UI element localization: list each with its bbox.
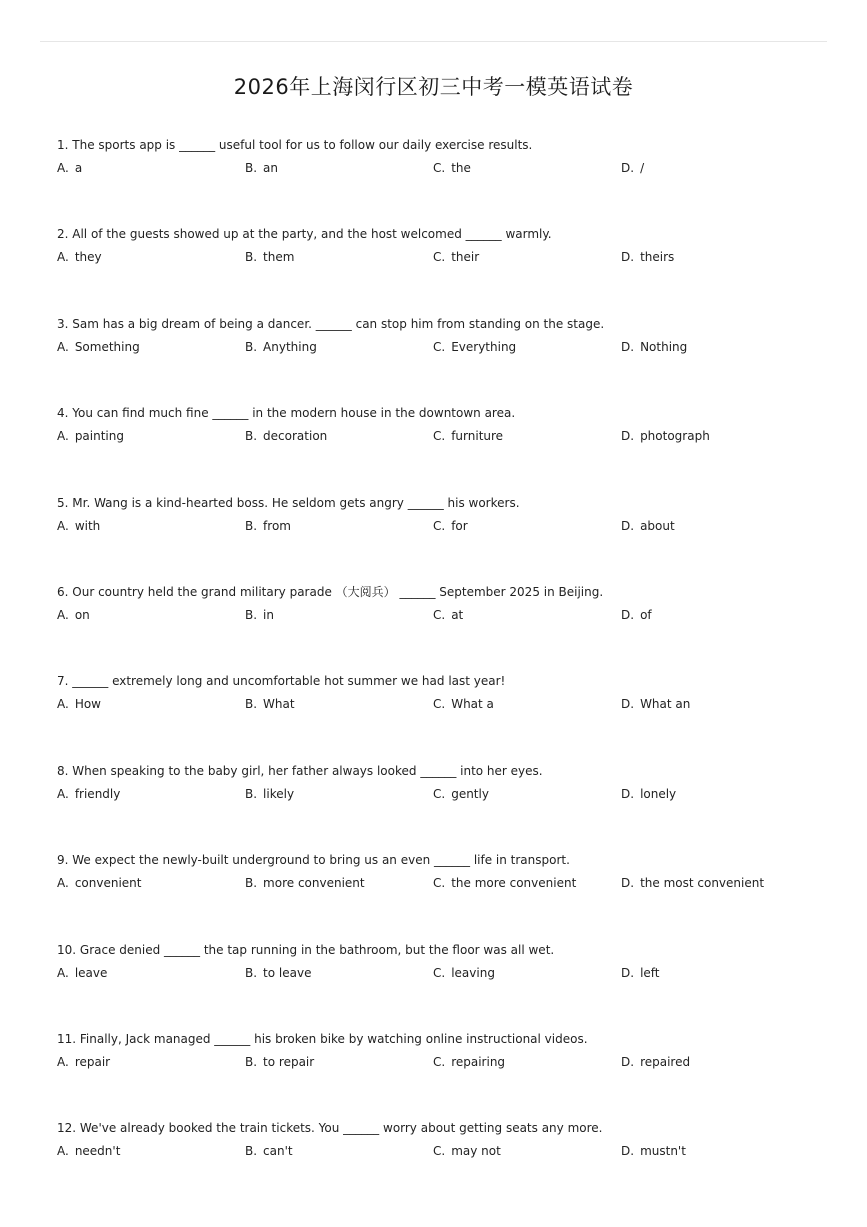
option-row	[57, 963, 837, 983]
option-text: Something	[74, 339, 140, 354]
option-letter: A.	[57, 339, 69, 354]
option-letter: A.	[57, 786, 69, 801]
option-letter: A.	[57, 1054, 69, 1069]
option-c[interactable]	[433, 784, 489, 804]
option-text: painting	[74, 429, 124, 444]
option-row	[57, 1141, 837, 1161]
option-letter: D.	[621, 429, 635, 444]
option-d[interactable]	[621, 784, 676, 804]
option-row	[57, 694, 837, 714]
option-letter: C.	[433, 876, 446, 891]
option-row	[57, 158, 837, 178]
option-letter: A.	[57, 1144, 69, 1159]
option-row	[57, 1052, 837, 1072]
option-b[interactable]	[245, 158, 278, 178]
option-letter: B.	[245, 339, 258, 354]
option-a[interactable]	[57, 694, 101, 714]
option-a[interactable]	[57, 247, 102, 267]
option-c[interactable]	[433, 963, 495, 983]
question-stem: 12. We've already booked the train tickets. You ______ worry about getting seats any more.	[57, 1121, 603, 1136]
option-letter: C.	[433, 518, 446, 533]
question-stem: 8. When speaking to the baby girl, her father always looked ______ into her eyes.	[57, 763, 543, 778]
question-item	[57, 493, 837, 582]
option-letter: C.	[433, 697, 446, 712]
option-text: friendly	[74, 786, 121, 801]
option-letter: D.	[621, 1054, 635, 1069]
option-letter: C.	[433, 607, 446, 622]
option-row	[57, 873, 837, 893]
option-a[interactable]	[57, 337, 140, 357]
question-item	[57, 224, 837, 313]
option-b[interactable]	[245, 337, 317, 357]
option-a[interactable]	[57, 1052, 110, 1072]
option-letter: C.	[433, 429, 446, 444]
option-text: repairing	[451, 1054, 506, 1069]
option-b[interactable]	[245, 694, 295, 714]
option-row	[57, 605, 837, 625]
question-stem: 9. We expect the newly-built underground to bring us an even ______ life in transport.	[57, 853, 570, 868]
option-letter: D.	[621, 161, 635, 175]
option-text: an	[263, 161, 279, 175]
option-d[interactable]	[621, 1141, 686, 1161]
option-text: leaving	[451, 965, 495, 980]
option-text: likely	[263, 786, 295, 801]
option-c[interactable]	[433, 516, 468, 536]
option-text: What	[263, 697, 295, 712]
option-d[interactable]	[621, 694, 690, 714]
option-text: them	[263, 250, 295, 265]
option-text: repaired	[640, 1054, 691, 1069]
option-text: mustn't	[640, 1144, 686, 1159]
option-text: furniture	[451, 429, 504, 444]
option-row	[57, 337, 837, 357]
option-c[interactable]	[433, 337, 516, 357]
question-stem: 7. ______ extremely long and uncomfortable hot summer we had last year!	[57, 674, 506, 689]
question-item	[57, 403, 837, 492]
option-c[interactable]	[433, 873, 576, 893]
option-text: Everything	[451, 339, 517, 354]
option-letter: C.	[433, 1144, 446, 1159]
option-text: may not	[451, 1144, 501, 1159]
option-letter: C.	[433, 250, 446, 265]
option-text: leave	[74, 965, 108, 980]
option-letter: A.	[57, 607, 69, 622]
option-letter: C.	[433, 786, 446, 801]
option-text: photograph	[640, 429, 710, 444]
option-d[interactable]	[621, 158, 644, 178]
question-list	[57, 135, 837, 1208]
option-text: How	[74, 697, 101, 712]
question-stem: 6. Our country held the grand military parade （大阅兵） ______ September 2025 in Beijing.	[57, 584, 604, 599]
question-item	[57, 1118, 837, 1207]
option-letter: D.	[621, 786, 635, 801]
option-text: from	[263, 518, 291, 533]
option-letter: D.	[621, 697, 635, 712]
option-row	[57, 516, 837, 536]
option-row	[57, 426, 837, 446]
option-text: theirs	[640, 250, 675, 265]
option-b[interactable]	[245, 1052, 314, 1072]
option-text: on	[74, 607, 90, 622]
option-c[interactable]	[433, 694, 494, 714]
option-d[interactable]	[621, 337, 687, 357]
option-d[interactable]	[621, 1052, 690, 1072]
option-letter: B.	[245, 1054, 258, 1069]
option-text: repair	[74, 1054, 111, 1069]
question-item	[57, 671, 837, 760]
option-letter: B.	[245, 250, 258, 265]
option-text: more convenient	[263, 876, 365, 891]
option-text: about	[640, 518, 675, 533]
option-letter: B.	[245, 876, 258, 891]
question-item	[57, 761, 837, 850]
option-letter: D.	[621, 965, 635, 980]
question-item	[57, 314, 837, 403]
option-text: a	[74, 161, 83, 175]
option-letter: C.	[433, 1054, 446, 1069]
option-letter: B.	[245, 518, 258, 533]
option-row	[57, 247, 837, 267]
option-letter: A.	[57, 697, 69, 712]
option-letter: B.	[245, 429, 258, 444]
option-text: for	[451, 518, 468, 533]
option-letter: A.	[57, 965, 69, 980]
option-a[interactable]	[57, 963, 107, 983]
option-letter: B.	[245, 697, 258, 712]
option-a[interactable]	[57, 873, 141, 893]
option-text: with	[74, 518, 101, 533]
option-letter: B.	[245, 161, 258, 175]
option-text: convenient	[74, 876, 142, 891]
option-d[interactable]	[621, 873, 764, 893]
option-letter: D.	[621, 518, 635, 533]
option-d[interactable]	[621, 247, 674, 267]
option-text: can't	[263, 1144, 293, 1159]
option-b[interactable]	[245, 963, 311, 983]
option-letter: A.	[57, 876, 69, 891]
option-a[interactable]	[57, 784, 120, 804]
option-letter: C.	[433, 339, 446, 354]
option-letter: D.	[621, 339, 635, 354]
option-row	[57, 784, 837, 804]
option-d[interactable]	[621, 426, 710, 446]
header-divider	[40, 41, 827, 42]
option-c[interactable]	[433, 247, 479, 267]
option-c[interactable]	[433, 426, 503, 446]
option-b[interactable]	[245, 247, 294, 267]
option-text: /	[640, 161, 645, 175]
option-a[interactable]	[57, 426, 124, 446]
option-text: lonely	[640, 786, 677, 801]
question-item	[57, 1029, 837, 1118]
option-b[interactable]	[245, 1141, 293, 1161]
question-item	[57, 582, 837, 671]
option-b[interactable]	[245, 426, 327, 446]
option-text: to repair	[263, 1054, 315, 1069]
option-text: at	[451, 607, 464, 622]
option-text: needn't	[74, 1144, 121, 1159]
option-letter: B.	[245, 1144, 258, 1159]
option-text: decoration	[263, 429, 328, 444]
question-stem: 3. Sam has a big dream of being a dancer. ______ can stop him from standing on the stage.	[57, 316, 605, 331]
option-letter: A.	[57, 518, 69, 533]
option-letter: C.	[433, 161, 446, 175]
option-text: the most convenient	[640, 876, 765, 891]
option-text: to leave	[263, 965, 312, 980]
option-text: their	[451, 250, 480, 265]
option-a[interactable]	[57, 605, 90, 625]
option-letter: A.	[57, 250, 69, 265]
question-stem: 10. Grace denied ______ the tap running in the bathroom, but the floor was all wet.	[57, 942, 555, 957]
option-text: Anything	[263, 339, 317, 354]
option-text: they	[74, 250, 102, 265]
option-b[interactable]	[245, 784, 294, 804]
option-b[interactable]	[245, 605, 274, 625]
question-stem: 1. The sports app is ______ useful tool for us to follow our daily exercise results.	[57, 138, 533, 152]
option-b[interactable]	[245, 516, 291, 536]
option-letter: B.	[245, 965, 258, 980]
option-letter: A.	[57, 161, 69, 175]
option-text: the	[451, 161, 471, 175]
option-text: What a	[451, 697, 494, 712]
option-b[interactable]	[245, 873, 365, 893]
option-letter: D.	[621, 250, 635, 265]
option-text: Nothing	[640, 339, 688, 354]
option-a[interactable]	[57, 158, 82, 178]
option-c[interactable]	[433, 158, 471, 178]
option-text: gently	[451, 786, 489, 801]
option-letter: D.	[621, 1144, 635, 1159]
option-d[interactable]	[621, 516, 675, 536]
option-text: What an	[640, 697, 691, 712]
question-stem: 11. Finally, Jack managed ______ his broken bike by watching online instructional videos.	[57, 1031, 588, 1046]
option-c[interactable]	[433, 1052, 505, 1072]
question-stem: 4. You can find much fine ______ in the modern house in the downtown area.	[57, 406, 516, 421]
option-d[interactable]	[621, 963, 660, 983]
question-item	[57, 940, 837, 1029]
option-letter: B.	[245, 786, 258, 801]
option-text: of	[640, 607, 652, 622]
option-letter: B.	[245, 607, 258, 622]
question-stem: 2. All of the guests showed up at the party, and the host welcomed ______ warmly.	[57, 227, 552, 242]
option-letter: A.	[57, 429, 69, 444]
option-letter: D.	[621, 876, 635, 891]
option-a[interactable]	[57, 516, 100, 536]
option-c[interactable]	[433, 1141, 501, 1161]
option-letter: C.	[433, 965, 446, 980]
option-text: in	[263, 607, 274, 622]
option-text: the more convenient	[451, 876, 577, 891]
option-c[interactable]	[433, 605, 463, 625]
page-title: 2026年上海闵行区初三中考一模英语试卷	[233, 75, 634, 99]
question-stem: 5. Mr. Wang is a kind-hearted boss. He seldom gets angry ______ his workers.	[57, 495, 520, 510]
option-letter: D.	[621, 607, 635, 622]
option-text: left	[640, 965, 660, 980]
option-d[interactable]	[621, 605, 652, 625]
question-item	[57, 850, 837, 939]
option-a[interactable]	[57, 1141, 120, 1161]
question-item	[57, 135, 837, 224]
